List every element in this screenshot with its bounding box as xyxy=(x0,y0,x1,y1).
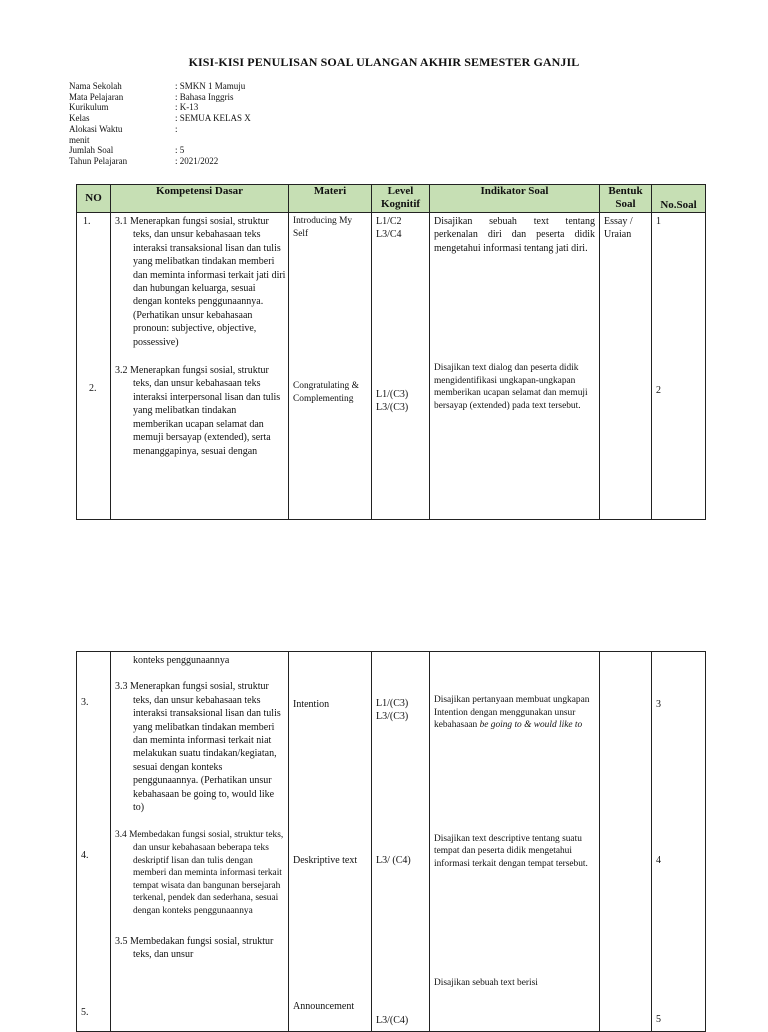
nomor-soal: 3 xyxy=(656,699,661,710)
header-level: Level Kognitif xyxy=(372,185,430,213)
indikator-soal xyxy=(430,692,599,732)
meta-value: : 5 xyxy=(175,145,185,156)
meta-row-count xyxy=(69,145,251,156)
nomor-soal: 5 xyxy=(656,1013,661,1025)
row-number: 1. xyxy=(83,216,91,227)
indikator-soal: Disajikan text dialog dan peserta didik mengidentifikasi ungkapan-ungkapan memberikan ucapan selamat dan memuji bersayap (extended) pada text tersebut. xyxy=(434,363,588,411)
header-kompetensi: Kompetensi Dasar xyxy=(111,185,289,213)
indikator-soal: Disajikan text descriptive tentang suatu tempat dan peserta didik mengetahui informasi terkait dengan tempat tersebut. xyxy=(434,833,588,869)
kompetensi-dasar: 3.1 Menerapkan fungsi sosial, struktur teks, dan unsur kebahasaan teks interaksi transaksional lisan dan tulis yang melibatkan tindakan memberi dan meminta informasi terkait jati diri dan hubungan keluarga, sesuai dengan konteks penggunaannya. (Perhatikan unsur kebahasaan pronoun: subjective, objective, possessive) xyxy=(115,216,286,348)
materi: Introducing My Self xyxy=(293,216,353,239)
meta-value: : K-13 xyxy=(175,102,199,113)
meta-value: : SMKN 1 Mamuju xyxy=(175,81,246,91)
indikator-soal: Disajikan sebuah text berisi xyxy=(434,977,538,988)
row-number: 2. xyxy=(89,383,97,395)
meta-value: : Bahasa Inggris xyxy=(175,91,234,102)
nomor-soal: 4 xyxy=(656,855,661,867)
kompetensi-dasar: konteks penggunaannya xyxy=(133,655,230,666)
kompetensi-dasar: 3.4 Membedakan fungsi sosial, struktur teks, dan unsur kebahasaan beberapa teks deskriptif lisan dan tulis dengan memberi dan meminta informasi terkait tempat wisata dan bangunan bersejarah terkenal, pendek dan sederhana, sesuai dengan konteks penggunaannya xyxy=(115,830,284,917)
document-meta xyxy=(69,81,251,167)
header-indikator: Indikator Soal xyxy=(430,185,600,213)
meta-value: : xyxy=(175,123,178,134)
kompetensi-dasar: 3.2 Menerapkan fungsi sosial, struktur teks, dan unsur kebahasaan teks interaksi interpersonal lisan dan tulis yang melibatkan tindakan memberikan ucapan selamat dan memuji bersayap (extended), serta menanggapinya, sesuai dengan xyxy=(115,365,281,457)
meta-label: Nama Sekolah xyxy=(69,81,122,91)
meta-label: Alokasi Waktu menit xyxy=(69,123,123,145)
level-kognitif: L3/ (C4) xyxy=(376,854,411,866)
bentuk-soal: Essay / Uraian xyxy=(604,216,633,241)
row-number: 3. xyxy=(81,697,89,708)
nomor-soal: 1 xyxy=(656,216,661,227)
meta-label: Kurikulum xyxy=(69,102,109,113)
table-row xyxy=(77,652,706,1032)
level-kognitif: L1/(C3) L3/(C3) xyxy=(376,388,409,414)
meta-label: Tahun Pelajaran xyxy=(69,155,128,166)
meta-label: Kelas xyxy=(69,113,90,124)
indikator-italic: be going to & would like to xyxy=(479,720,583,731)
level-kognitif: L1/(C3) L3/(C3) xyxy=(376,698,409,723)
row-number: 5. xyxy=(81,1006,89,1018)
header-bentuk: Bentuk Soal xyxy=(600,185,652,213)
document-title: KISI-KISI PENULISAN SOAL ULANGAN AKHIR SEMESTER GANJIL xyxy=(188,55,580,69)
materi: Congratulating & Complementing xyxy=(293,381,359,404)
materi: Announcement xyxy=(293,1000,355,1012)
meta-label: Mata Pelajaran xyxy=(69,91,124,102)
kompetensi-dasar: 3.3 Menerapkan fungsi sosial, struktur teks, dan unsur kebahasaan teks interaksi transaksional lisan dan tulis yang melibatkan tindakan memberi dan meminta informasi terkait niat melakukan suatu tindakan/kegiatan, sesuai dengan konteks penggunaannya. (Perhatikan unsur kebahasaan be going to, would like to) xyxy=(115,681,281,814)
meta-row-time xyxy=(69,124,251,145)
indikator-soal: Disajikan sebuah text tentang perkenalan diri dan peserta didik mengetahui informasi tentang jati diri. xyxy=(434,216,595,254)
grid-table-page1 xyxy=(76,184,706,520)
nomor-soal: 2 xyxy=(656,385,661,397)
materi: Intention xyxy=(293,699,330,710)
kompetensi-dasar: 3.5 Membedakan fungsi sosial, struktur teks, dan unsur xyxy=(115,935,274,961)
meta-row-school xyxy=(69,81,251,92)
meta-row-subject xyxy=(69,92,251,103)
level-kognitif: L3/(C4) xyxy=(376,1015,409,1027)
meta-row-curriculum xyxy=(69,102,251,113)
header-no: NO xyxy=(77,185,111,213)
meta-value: : SEMUA KELAS X xyxy=(175,113,251,124)
meta-row-class xyxy=(69,113,251,124)
indikator-text: Disajikan pertanyaan membuat ungkapan Intention dengan menggunakan unsur kebahasaan xyxy=(434,695,590,731)
level-kognitif: L1/C2 L3/C4 xyxy=(376,216,402,241)
table-header-row xyxy=(77,185,706,213)
meta-value: : 2021/2022 xyxy=(175,155,219,166)
header-materi: Materi xyxy=(289,185,372,213)
materi: Deskriptive text xyxy=(293,855,358,867)
grid-table-page2 xyxy=(76,651,706,1032)
meta-row-year xyxy=(69,156,251,167)
row-number: 4. xyxy=(81,850,89,862)
table-row xyxy=(77,213,706,520)
header-nosoal: No.Soal xyxy=(652,185,706,213)
meta-label: Jumlah Soal xyxy=(69,145,114,156)
